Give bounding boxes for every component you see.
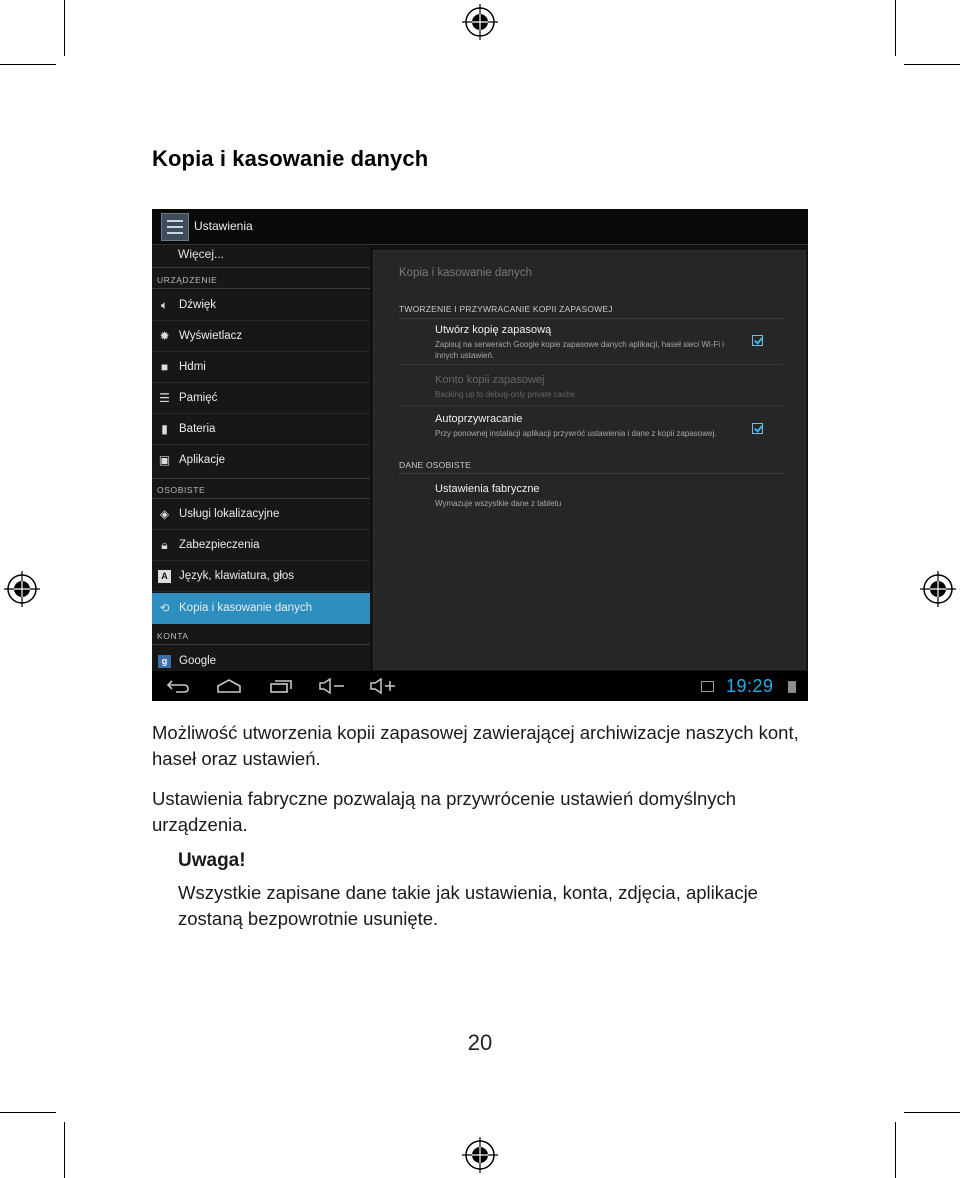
sidebar-item-label: Aplikacje bbox=[179, 454, 226, 466]
status-clock: 19:29 bbox=[726, 676, 774, 696]
trim-mark bbox=[64, 1122, 65, 1178]
sidebar-item-label: Pamięć bbox=[179, 392, 218, 404]
page-number: 20 bbox=[467, 1030, 493, 1055]
registration-mark-icon bbox=[462, 4, 498, 40]
backup-account-summary: Backing up to debug-only private cache bbox=[435, 390, 576, 399]
sidebar-item-label: Hdmi bbox=[179, 361, 206, 373]
app-title: Ustawienia bbox=[194, 219, 253, 233]
trim-mark bbox=[895, 1122, 896, 1178]
action-bar bbox=[152, 209, 808, 245]
settings-screenshot bbox=[152, 209, 808, 701]
divider bbox=[152, 267, 370, 268]
home-icon[interactable] bbox=[216, 678, 242, 694]
system-navigation-bar bbox=[152, 671, 808, 701]
category-device: URZĄDZENIE bbox=[157, 275, 218, 285]
registration-mark-icon bbox=[920, 571, 956, 607]
registration-mark-icon bbox=[4, 571, 40, 607]
factory-reset-summary: Wymazuje wszystkie dane z tabletu bbox=[435, 499, 562, 508]
divider bbox=[399, 405, 783, 406]
backup-data-title[interactable]: Utwórz kopię zapasową bbox=[435, 324, 552, 336]
apps-icon: ▣ bbox=[158, 453, 171, 467]
paragraph-backup: Możliwość utworzenia kopii zapasowej zawierającej archiwizacje naszych kont, haseł oraz ustawień. bbox=[152, 722, 799, 769]
sidebar-item-language[interactable] bbox=[152, 561, 370, 592]
auto-restore-title[interactable]: Autoprzywracanie bbox=[435, 413, 523, 425]
registration-mark-icon bbox=[462, 1137, 498, 1173]
divider bbox=[399, 473, 783, 474]
sidebar-item-label: Wyświetlacz bbox=[179, 330, 243, 342]
divider bbox=[152, 288, 370, 289]
back-icon[interactable] bbox=[166, 678, 190, 694]
sidebar-item-apps[interactable] bbox=[152, 445, 370, 476]
volume-up-icon[interactable] bbox=[369, 677, 397, 695]
divider bbox=[399, 364, 783, 365]
sidebar-item-label: Język, klawiatura, głos bbox=[179, 570, 295, 582]
auto-restore-summary: Przy ponownej instalacji aplikacji przywróć ustawienia i dane z kopii zapasowej. bbox=[435, 429, 717, 438]
trim-mark bbox=[64, 0, 65, 56]
trim-mark bbox=[0, 64, 56, 65]
backup-data-checkbox[interactable] bbox=[752, 335, 763, 346]
sidebar-item-label: Zabezpieczenia bbox=[179, 539, 260, 551]
sidebar-item-backup-reset[interactable] bbox=[152, 593, 370, 624]
sidebar-item-label: Bateria bbox=[179, 423, 216, 435]
settings-sidebar bbox=[152, 245, 370, 671]
sidebar-item-hdmi[interactable] bbox=[152, 352, 370, 383]
battery-icon: ▮ bbox=[161, 422, 168, 436]
sidebar-item-label: Google bbox=[179, 655, 217, 667]
trim-mark bbox=[895, 0, 896, 56]
lock-icon: 🔒︎ bbox=[161, 538, 168, 552]
sidebar-item-storage[interactable] bbox=[152, 383, 370, 414]
battery-status-icon bbox=[788, 681, 796, 693]
section-header-personal: DANE OSOBISTE bbox=[399, 460, 472, 470]
trim-mark bbox=[0, 1112, 56, 1113]
sidebar-item-location[interactable] bbox=[152, 499, 370, 530]
recent-apps-icon[interactable] bbox=[269, 678, 293, 694]
storage-icon: ☰ bbox=[159, 391, 170, 405]
warning-text: Wszystkie zapisane dane takie jak ustawienia, konta, zdjęcia, aplikacje zostaną bezpowrotnie usunięte. bbox=[178, 882, 758, 929]
page-title: Kopia i kasowanie danych bbox=[152, 146, 429, 171]
sidebar-item-security[interactable] bbox=[152, 530, 370, 561]
panel-title: Kopia i kasowanie danych bbox=[399, 267, 532, 279]
backup-data-summary: Zapisuj na serwerach Google kopie zapasowe danych aplikacji, haseł sieci Wi-Fi i innych ustawień. bbox=[435, 340, 725, 360]
trim-mark bbox=[904, 1112, 960, 1113]
hdmi-icon: ■ bbox=[160, 360, 169, 374]
sidebar-item-display[interactable] bbox=[152, 321, 370, 352]
sidebar-item-battery[interactable] bbox=[152, 414, 370, 445]
factory-reset-title[interactable]: Ustawienia fabryczne bbox=[435, 483, 540, 495]
backup-account-title[interactable]: Konto kopii zapasowej bbox=[435, 374, 545, 386]
backup-reset-panel bbox=[373, 250, 806, 670]
trim-mark bbox=[904, 64, 960, 65]
gallery-notification-icon[interactable] bbox=[701, 681, 714, 692]
divider bbox=[399, 318, 783, 319]
brightness-icon: ✹ bbox=[159, 329, 170, 343]
language-icon: A bbox=[158, 570, 171, 583]
warning-title: Uwaga! bbox=[178, 850, 246, 871]
volume-down-icon[interactable] bbox=[318, 677, 346, 695]
category-personal: OSOBISTE bbox=[157, 485, 206, 495]
auto-restore-checkbox[interactable] bbox=[752, 423, 763, 434]
backup-icon: ⟲ bbox=[159, 601, 170, 615]
divider bbox=[152, 644, 370, 645]
settings-app-icon[interactable] bbox=[161, 213, 189, 241]
paragraph-factory-reset: Ustawienia fabryczne pozwalają na przywrócenie ustawień domyślnych urządzenia. bbox=[152, 788, 737, 835]
sidebar-item-label: Dźwięk bbox=[179, 299, 217, 311]
category-accounts: KONTA bbox=[157, 631, 189, 641]
sidebar-item-label: Kopia i kasowanie danych bbox=[179, 602, 312, 614]
google-icon: g bbox=[158, 655, 171, 668]
sidebar-item-sound[interactable] bbox=[152, 290, 370, 321]
sidebar-item-more[interactable]: Więcej... bbox=[178, 247, 225, 261]
divider bbox=[152, 478, 370, 479]
sidebar-item-label: Usługi lokalizacyjne bbox=[179, 508, 280, 520]
location-icon: ◈ bbox=[159, 507, 170, 521]
volume-icon: 🔈︎ bbox=[160, 298, 169, 312]
section-header-backup: TWORZENIE I PRZYWRACANIE KOPII ZAPASOWEJ bbox=[399, 304, 613, 314]
